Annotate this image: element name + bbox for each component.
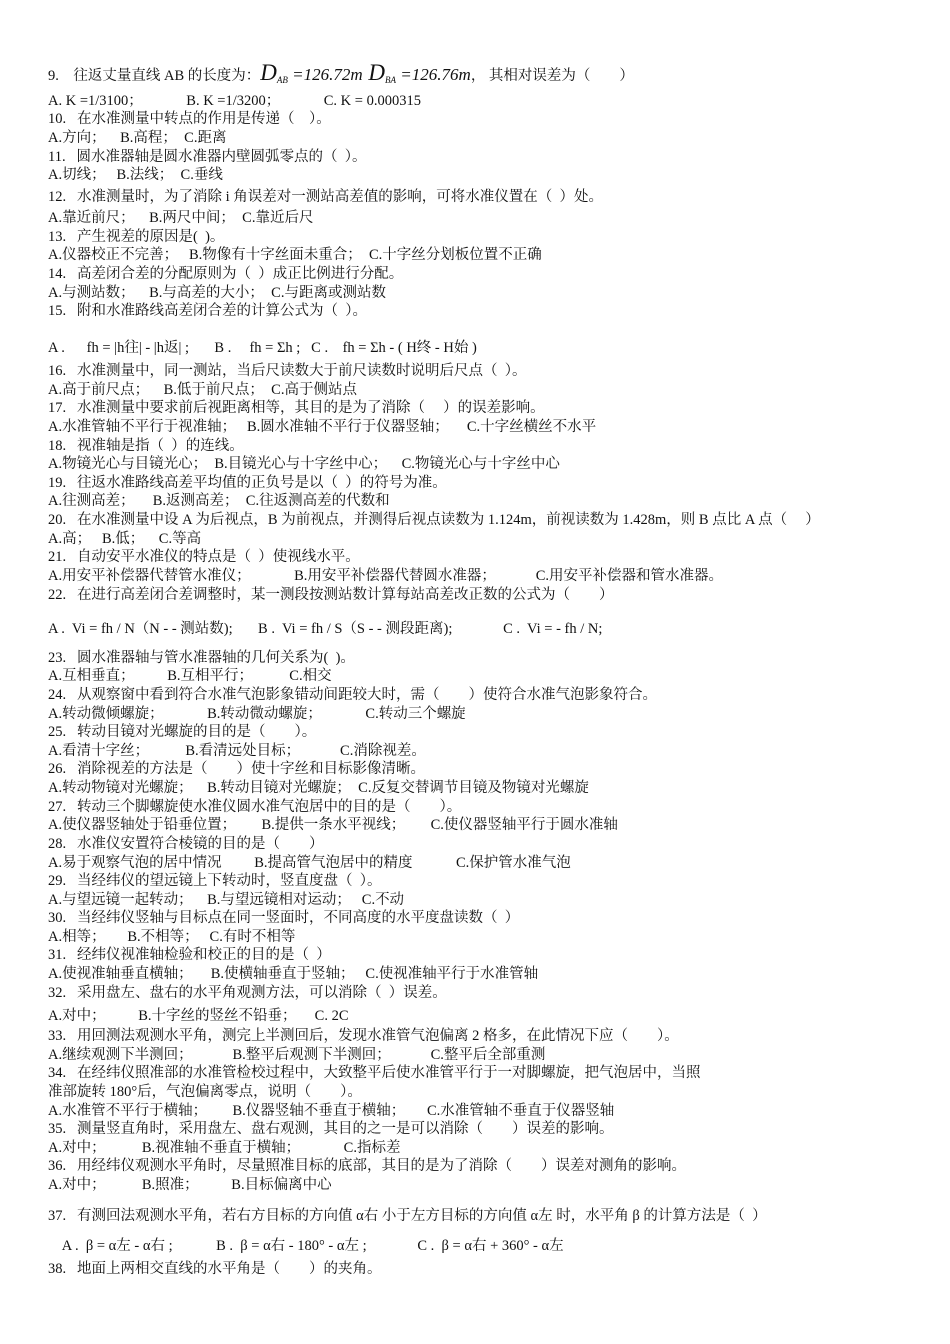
text-line (48, 779, 930, 797)
text-line (48, 620, 930, 638)
text-line (48, 760, 930, 778)
text-line (48, 418, 930, 436)
text-line (48, 984, 930, 1002)
line-text: A. K =1/3100； B. K =1/3200； C. K = 0.000315 (48, 93, 421, 109)
text-line (48, 965, 930, 983)
text-line (48, 1102, 930, 1120)
line-text: A.往测高差； B.返测高差； C.往返测高差的代数和 (48, 493, 390, 509)
line-text: A.相等； B.不相等； C.有时不相等 (48, 929, 296, 945)
line-text: A.对中； B.视准轴不垂直于横轴； C.指标差 (48, 1140, 401, 1156)
text-line (48, 60, 930, 89)
text-line (48, 798, 930, 816)
line-text: 33. 用回测法观测水平角，测完上半测回后，发现水准管气泡偏离 2 格多，在此情况下应（ ）。 (48, 1028, 679, 1044)
line-text: 23. 圆水准器轴与管水准器轴的几何关系为( )。 (48, 650, 355, 666)
line-text: 15. 附和水准路线高差闭合差的计算公式为（ ）。 (48, 303, 367, 319)
line-text: 22. 在进行高差闭合差调整时，某一测段按测站数计算每站高差改正数的公式为（ ） (48, 587, 614, 603)
line-text: A . fh = |h往| - |h返| ; B . fh = Σh ; C . fh = Σh - ( H终 - H始 ) (48, 340, 477, 356)
text-line (48, 909, 930, 927)
text-line (48, 302, 930, 320)
line-text: A.方向； B.高程； C.距离 (48, 130, 227, 146)
line-text: A.靠近前尺； B.两尺中间； C.靠近后尺 (48, 210, 314, 226)
line-text: 36. 用经纬仪观测水平角时，尽量照准目标的底部，其目的是为了消除（ ）误差对测角的影响。 (48, 1158, 686, 1174)
line-text: A.看清十字丝； B.看清远处目标； C.消除视差。 (48, 743, 426, 759)
line-text: A.转动物镜对光螺旋； B.转动目镜对光螺旋； C.反复交替调节目镜及物镜对光螺旋 (48, 780, 589, 796)
text-line (48, 148, 930, 166)
line-text: 34. 在经纬仪照准部的水准管检校过程中，大致整平后使水准管平行于一对脚螺旋，把气泡居中，当照 (48, 1065, 701, 1081)
text-line (48, 1083, 930, 1101)
text-line (48, 723, 930, 741)
line-text: 28. 水准仪安置符合棱镜的目的是（ ） (48, 836, 324, 852)
line-text: 38. 地面上两相交直线的水平角是（ ）的夹角。 (48, 1261, 382, 1277)
text-line (48, 649, 930, 667)
text-line (48, 110, 930, 128)
line-text: A.与望远镜一起转动； B.与望远镜相对运动； C.不动 (48, 892, 405, 908)
line-text: A.切线； B.法线； C.垂线 (48, 167, 223, 183)
text-line (48, 872, 930, 890)
line-text: 27. 转动三个脚螺旋使水准仪圆水准气泡居中的目的是（ ）。 (48, 799, 462, 815)
text-line (48, 246, 930, 264)
line-text: 12. 水准测量时，为了消除 i 角误差对一测站高差值的影响，可将水准仪置在（ ）处。 (48, 189, 604, 205)
line-text: A.互相垂直； B.互相平行； C.相交 (48, 668, 332, 684)
text-line (48, 1046, 930, 1064)
text-line (48, 567, 930, 585)
text-line (48, 228, 930, 246)
line-text: 32. 采用盘左、盘右的水平角观测方法，可以消除（ ）误差。 (48, 985, 447, 1001)
line-text: A.用安平补偿器代替管水准仪； B.用安平补偿器代替圆水准器； C.用安平补偿器和管水准器。 (48, 568, 724, 584)
text-line (48, 548, 930, 566)
line-text: A.对中； B.十字丝的竖丝不铅垂； C. 2C (48, 1008, 349, 1024)
line-text: 26. 消除视差的方法是（ ）使十字丝和目标影像清晰。 (48, 761, 425, 777)
line-text: 13. 产生视差的原因是( )。 (48, 229, 225, 245)
text-line (48, 835, 930, 853)
text-line (48, 362, 930, 380)
line-text: 11. 圆水准器轴是圆水准器内壁圆弧零点的（ ）。 (48, 149, 367, 165)
line-text: A . β = α左 - α右 ; B . β = α右 - 180° - α左 ; C . β = α右 + 360° - α左 (48, 1238, 564, 1254)
text-line (48, 511, 930, 529)
line-text: A.与测站数； B.与高差的大小； C.与距离或测站数 (48, 285, 386, 301)
text-line (48, 1120, 930, 1138)
text-line (48, 188, 930, 206)
text-line (48, 928, 930, 946)
line-text: A.物镜光心与目镜光心； B.目镜光心与十字丝中心； C.物镜光心与十字丝中心 (48, 456, 560, 472)
text-line (48, 265, 930, 283)
text-line (48, 474, 930, 492)
line-text: A.易于观察气泡的居中情况 B.提高管气泡居中的精度 C.保护管水准气泡 (48, 855, 571, 871)
line-text: 14. 高差闭合差的分配原则为（ ）成正比例进行分配。 (48, 266, 404, 282)
text-line (48, 284, 930, 302)
line-text: 35. 测量竖直角时，采用盘左、盘右观测，其目的之一是可以消除（ ）误差的影响。 (48, 1121, 614, 1137)
line-text: 准部旋转 180°后，气泡偏离零点，说明（ ）。 (48, 1084, 362, 1100)
text-line (48, 1064, 930, 1082)
line-text: 18. 视准轴是指（ ）的连线。 (48, 438, 244, 454)
line-text: A.水准管轴不平行于视准轴； B.圆水准轴不平行于仪器竖轴； C.十字丝横丝不水平 (48, 419, 597, 435)
text-line (48, 1007, 930, 1025)
text-line (48, 667, 930, 685)
line-text: 9. 往返丈量直线 AB 的长度为： (48, 68, 261, 84)
text-line (48, 742, 930, 760)
text-line (48, 816, 930, 834)
text-line (48, 1157, 930, 1175)
line-text: 24. 从观察窗中看到符合水准气泡影象错动间距较大时，需（ ）使符合水准气泡影象符合。 (48, 687, 657, 703)
line-text: 30. 当经纬仪竖轴与目标点在同一竖面时，不同高度的水平度盘读数（ ） (48, 910, 520, 926)
line-text: 19. 往返水准路线高差平均值的正负号是以（ ）的符号为准。 (48, 475, 447, 491)
line-text: 10. 在水准测量中转点的作用是传递（ ）。 (48, 111, 331, 127)
text-line (48, 492, 930, 510)
text-line (48, 399, 930, 417)
text-line (48, 1207, 930, 1225)
text-line (48, 1237, 930, 1255)
line-text: A.对中； B.照准； B.目标偏离中心 (48, 1177, 332, 1193)
formula: $D_{AB} =126.72m$ $D_{BA} =126.76m$ (260, 60, 471, 85)
line-text: A.转动微倾螺旋； B.转动微动螺旋； C.转动三个螺旋 (48, 706, 466, 722)
line-text: 29. 当经纬仪的望远镜上下转动时，竖直度盘（ ）。 (48, 873, 382, 889)
text-line (48, 339, 930, 357)
line-text: 21. 自动安平水准仪的特点是（ ）使视线水平。 (48, 549, 360, 565)
line-text: A.仪器校正不完善； B.物像有十字丝面未重合； C.十字丝分划板位置不正确 (48, 247, 542, 263)
text-line (48, 129, 930, 147)
line-text: 31. 经纬仪视准轴检验和校正的目的是（ ） (48, 947, 331, 963)
text-line (48, 437, 930, 455)
text-line (48, 946, 930, 964)
line-text: A.水准管不平行于横轴； B.仪器竖轴不垂直于横轴； C.水准管轴不垂直于仪器竖轴 (48, 1103, 615, 1119)
line-text: 17. 水准测量中要求前后视距离相等，其目的是为了消除（ ）的误差影响。 (48, 400, 545, 416)
line-text: 16. 水准测量中，同一测站，当后尺读数大于前尺读数时说明后尺点（ ）。 (48, 363, 527, 379)
line-text: 25. 转动目镜对光螺旋的目的是（ ）。 (48, 724, 317, 740)
text-line (48, 1260, 930, 1278)
text-line (48, 686, 930, 704)
text-line (48, 586, 930, 604)
line-text: A.使视准轴垂直横轴； B.使横轴垂直于竖轴； C.使视准轴平行于水准管轴 (48, 966, 539, 982)
text-line (48, 92, 930, 110)
text-line (48, 1027, 930, 1045)
text-line (48, 530, 930, 548)
line-text: A.继续观测下半测回； B.整平后观测下半测回； C.整平后全部重测 (48, 1047, 546, 1063)
line-text: 20. 在水准测量中设 A 为后视点，B 为前视点，并测得后视点读数为 1.124m，前视读数为 1.428m，则 B 点比 A 点（ ） (48, 512, 820, 528)
line-text: A.高于前尺点； B.低于前尺点； C.高于侧站点 (48, 382, 357, 398)
text-line (48, 209, 930, 227)
text-line (48, 1176, 930, 1194)
text-line (48, 455, 930, 473)
line-tail: ， 其相对误差为（ ） (470, 68, 634, 84)
text-line (48, 1139, 930, 1157)
text-line (48, 166, 930, 184)
text-line (48, 854, 930, 872)
text-line (48, 381, 930, 399)
line-text: A.使仪器竖轴处于铅垂位置； B.提供一条水平视线； C.使仪器竖轴平行于圆水准轴 (48, 817, 618, 833)
text-line (48, 891, 930, 909)
line-text: A.高； B.低； C.等高 (48, 531, 202, 547)
text-line (48, 705, 930, 723)
line-text: A . Vi = fh / N（N - - 测站数); B . Vi = fh / S（S - - 测段距离); C . Vi = - fh / N; (48, 621, 603, 637)
line-text: 37. 有测回法观测水平角，若右方目标的方向值 α右 小于左方目标的方向值 α左 时，水平角 β 的计算方法是（ ） (48, 1208, 767, 1224)
